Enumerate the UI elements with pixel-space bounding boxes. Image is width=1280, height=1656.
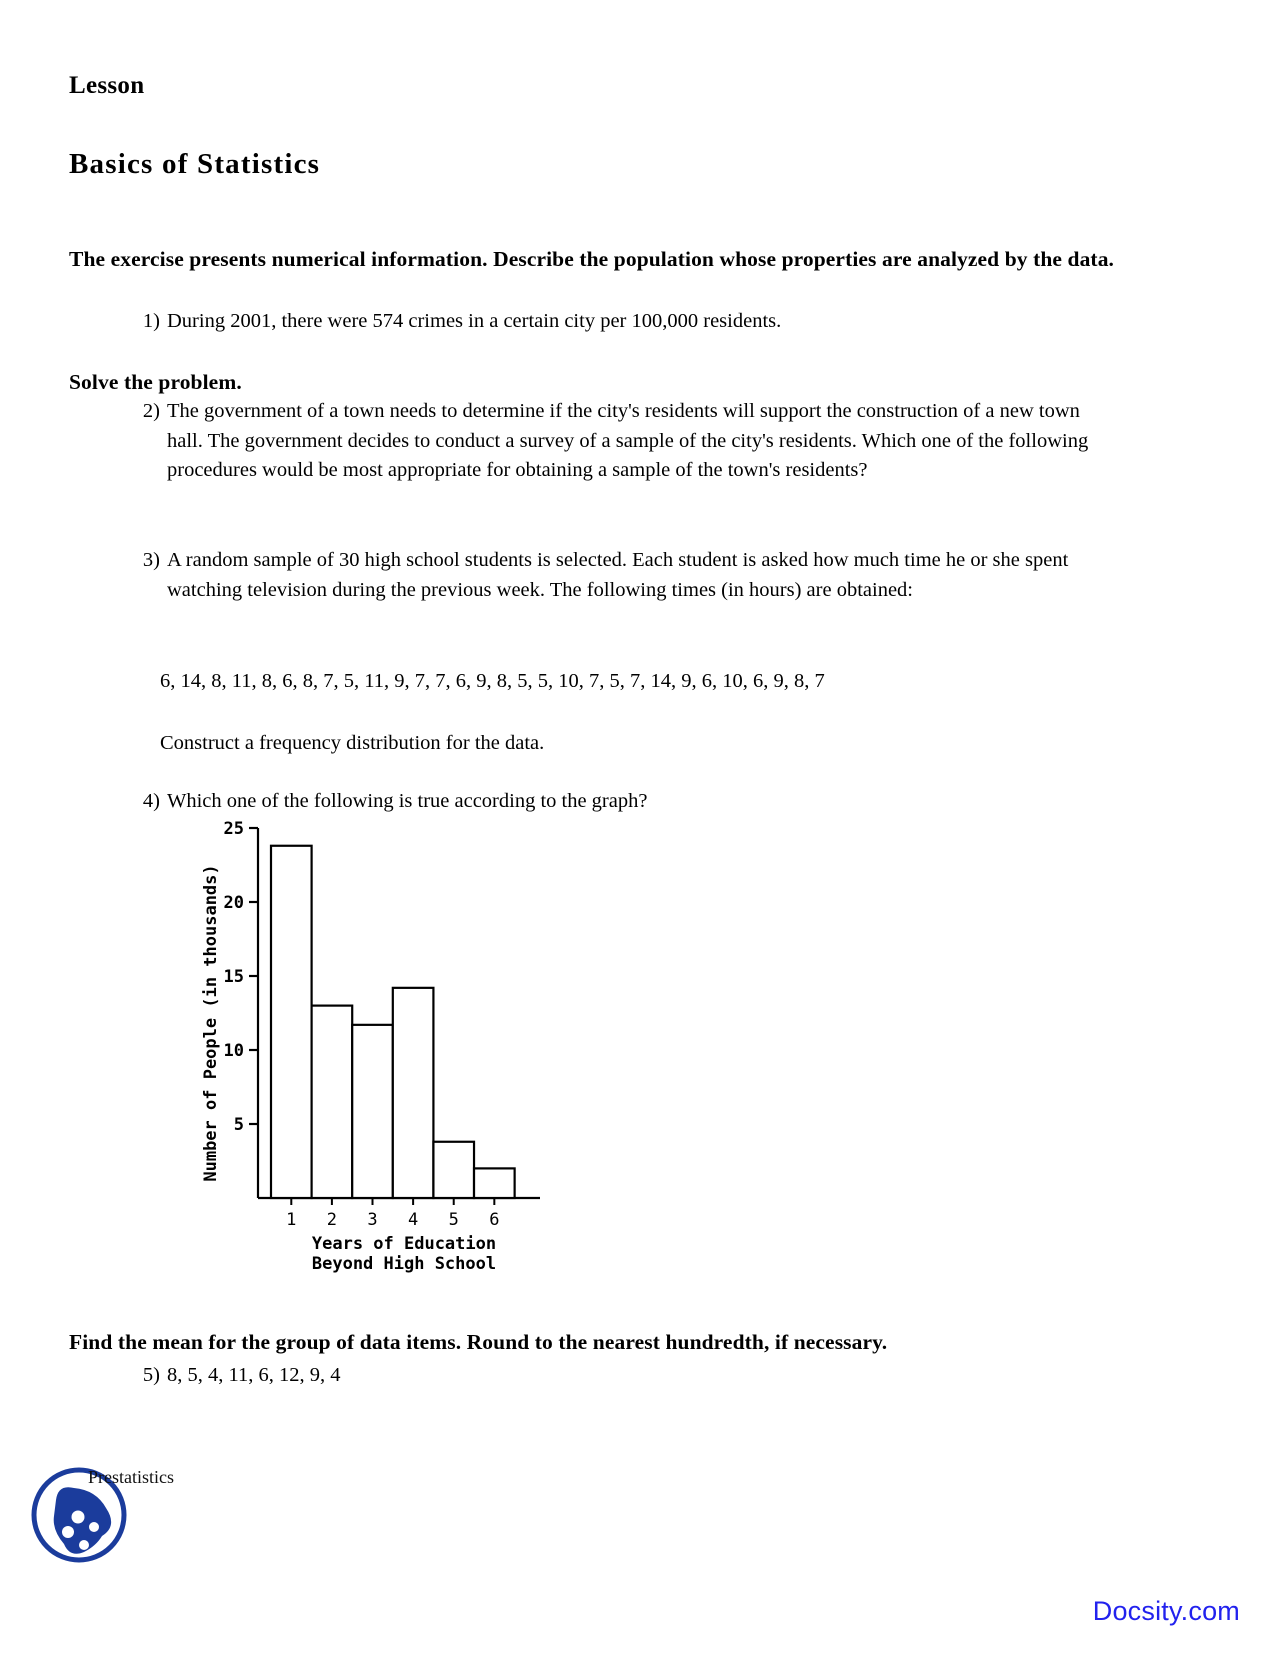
bar-chart-figure — [196, 820, 541, 1280]
x-axis-tick-label: 5 — [448, 1210, 459, 1230]
question-text: During 2001, there were 574 crimes in a certain city per 100,000 residents. — [167, 310, 782, 332]
question-item-4 — [130, 787, 1130, 817]
question-text: A random sample of 30 high school students is selected. Each student is asked how much time he or she spent watching television during the previous week. The following times (in hours) are obtained: — [167, 549, 1069, 601]
question-number: 5) — [142, 1364, 160, 1386]
docsity-watermark: Docsity.com — [1092, 1596, 1240, 1626]
question-text: Which one of the following is true according to the graph? — [167, 790, 648, 812]
question-item-5 — [130, 1361, 1030, 1391]
question-number: 2) — [142, 400, 160, 422]
intro-section-heading: The exercise presents numerical information. Describe the population whose properties are analyzed by the data. — [69, 247, 1115, 271]
question-3-data-list: 6, 14, 8, 11, 8, 6, 8, 7, 5, 11, 9, 7, 7, 6, 9, 8, 5, 5, 10, 7, 5, 7, 14, 9, 6, 10, 6, 9, 8, 7 — [160, 670, 825, 692]
question-item-1 — [130, 307, 1120, 337]
question-number: 3) — [142, 549, 160, 571]
question-3-instruction: Construct a frequency distribution for the data. — [160, 732, 545, 754]
prestatistics-logo — [26, 1448, 256, 1558]
prestatistics-logo-label: Prestatistics — [88, 1467, 174, 1487]
question-number: 1) — [142, 310, 160, 332]
question-item-3 — [130, 546, 1130, 605]
bar — [474, 1168, 515, 1198]
y-axis-tick-label: 10 — [223, 1041, 244, 1061]
page-title: Basics of Statistics — [69, 148, 321, 180]
x-axis-tick-label: 2 — [326, 1210, 338, 1230]
x-axis-tick-label: 3 — [367, 1210, 378, 1230]
x-axis-label: Beyond High School — [311, 1254, 497, 1274]
bar — [393, 988, 434, 1198]
bar — [271, 846, 312, 1198]
y-axis-tick-label: 15 — [223, 967, 244, 987]
x-axis-tick-label: 6 — [489, 1210, 500, 1230]
question-item-2 — [130, 397, 1120, 486]
y-axis-tick-label: 25 — [223, 820, 244, 839]
question-text: 8, 5, 4, 11, 6, 12, 9, 4 — [167, 1364, 341, 1386]
bar — [352, 1025, 393, 1198]
question-number: 4) — [142, 790, 160, 812]
x-axis-tick-label: 1 — [286, 1210, 297, 1230]
y-axis-tick-label: 5 — [233, 1115, 244, 1135]
lesson-label: Lesson — [69, 72, 145, 99]
x-axis-tick-label: 4 — [407, 1210, 419, 1230]
x-axis-label: Years of Education — [311, 1234, 497, 1254]
bar — [433, 1142, 474, 1198]
y-axis-label: Number of People (in thousands) — [201, 864, 221, 1182]
bar-chart-svg — [196, 820, 541, 1280]
solve-section-heading: Solve the problem. — [69, 370, 242, 394]
bar — [312, 1006, 353, 1198]
y-axis-tick-label: 20 — [223, 893, 244, 913]
mean-section-heading: Find the mean for the group of data items. Round to the nearest hundredth, if necessary. — [69, 1330, 888, 1354]
question-text: The government of a town needs to determine if the city's residents will support the construction of a new town hall. The government decides to conduct a survey of a sample of the city's residents. Which one of the following procedures would be most appropriate for obtaining a sample of the town's residents? — [167, 400, 1089, 481]
